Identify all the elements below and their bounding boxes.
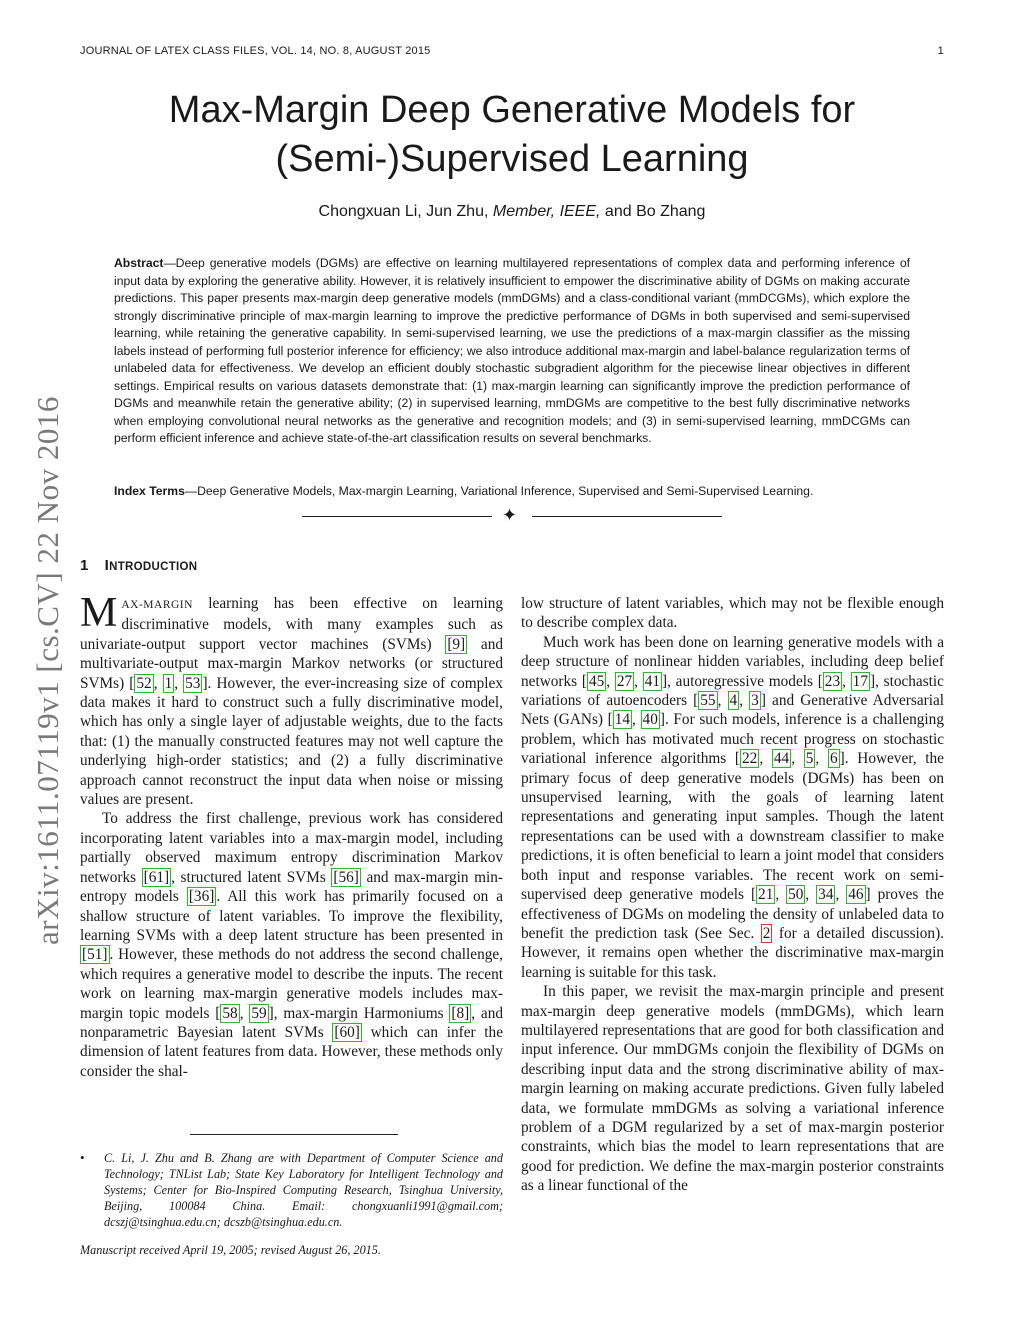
paragraph — [80, 590, 503, 809]
journal-name: JOURNAL OF LATEX CLASS FILES, VOL. 14, NO. 8, AUGUST 2015 — [80, 45, 431, 57]
footnote-bullet: • — [80, 1150, 85, 1165]
citation-link[interactable]: 53 — [185, 674, 201, 692]
section-divider — [302, 507, 722, 527]
citation-link[interactable]: [60] — [334, 1023, 360, 1041]
text-run: , — [606, 672, 615, 690]
citation-link[interactable]: [36] — [188, 888, 215, 906]
text-run: ]. For such models, inference is a challenging problem, which has motivated much recent progress on stochastic variational inference algorithms [ — [521, 711, 944, 768]
paragraph: In this paper, we revisit the max-margin principle and present max-margin deep generative models (mmDGMs), which learn multilayered representations that are good for both classification and input inference. Our mmDGMs conjoin the flexibility of DGMs on describing input data and the strong discriminative ability of max-margin learning on making accurate predictions. Given fully labeled data, we formulate mmDGMs as solving a variational inference problem of a DGM regularized by a set of max-margin posterior constraints, which bias the model to learn representations that are good for prediction. We define the max-margin posterior constraints as a linear functional of the — [521, 983, 944, 1195]
author-last: and Bo Zhang — [604, 203, 706, 220]
citation-link[interactable]: 22 — [742, 750, 758, 768]
smallcaps-lead: AX-MARGIN — [121, 599, 193, 611]
text-run: , and nonparametric Bayesian latent SVMs — [80, 1004, 503, 1041]
citation-link[interactable]: [9] — [447, 635, 466, 653]
text-run: , — [153, 674, 163, 692]
citation-link[interactable]: 50 — [788, 886, 804, 904]
citation-link[interactable]: [56] — [333, 868, 359, 886]
text-run: , — [791, 750, 804, 768]
drop-cap: M — [80, 590, 118, 636]
text-run: , — [805, 886, 817, 904]
text-run: . All this work has primarily focused on a shallow structure of latent variables. To improve the flexibility, learning SVMs with a deep latent structure has been presented in — [80, 888, 503, 944]
index-terms — [114, 483, 910, 500]
citation-link[interactable]: 59 — [251, 1004, 267, 1022]
text-run: and multivariate-output max-margin Markov networks (or structured SVMs) [ — [80, 635, 503, 692]
text-run: , — [815, 750, 828, 768]
citation-link[interactable]: [51] — [82, 946, 108, 964]
title-line-2: (Semi-)Supervised Learning — [275, 138, 749, 180]
text-run: ] proves the effectiveness of DGMs on modeling the density of unlabeled data to benefit the prediction task (See Sec. — [521, 886, 944, 942]
text-run: . However, these methods do not address the second challenge, which requires a generative model to describe the inputs. The recent work on learning max-margin generative models includes max-margin topic models [ — [80, 946, 503, 1022]
footnote-body — [104, 1150, 503, 1230]
section-title-initial: I — [104, 557, 110, 574]
text-run: , — [759, 750, 772, 768]
text-run: which can infer the dimension of latent features from data. However, these methods only consider the shal- — [80, 1023, 503, 1080]
text-run: To address the first challenge, previous work has considered incorporating latent variables into a max-margin model, including partially observed maximum entropy discrimination Markov networks — [80, 810, 503, 886]
abstract-text: —Deep generative models (DGMs) are effective on learning multilayered representations of complex data and performing inference of input data by exploring the generative ability. However, it is relatively insufficient to empower the discriminative ability of DGMs on making accurate predictions. This paper presents max-margin deep generative models (mmDGMs) and a class-conditional variant (mmDCGMs), which explore the strongly discriminative principle of max-margin learning to improve the predictive performance of DGMs in both supervised and semi-supervised learning, while retaining the generative capability. In semi-supervised learning, we use the predictions of a max-margin classifier as the missing labels instead of performing full posterior inference for efficiency; we also introduce additional max-margin and label-balance regularization terms of unlabeled data for effectiveness. We develop an efficient doubly stochastic subgradient algorithm for the piecewise linear objectives in different settings. Empirical results on various datasets demonstrate that: (1) max-margin learning can significantly improve the prediction performance of DGMs and meanwhile retain the generative ability; (2) in supervised learning, mmDGMs are competitive to the best fully discriminative networks when employing convolutional neural networks as the generative and recognition models; and (3) in semi-supervised learning, mmDCGMs can perform efficient inference and achieve state-of-the-art classification results on several benchmarks. — [114, 256, 910, 445]
citation-link[interactable]: 6 — [829, 750, 838, 768]
text-run: , — [634, 672, 643, 690]
section-number: 1 — [80, 557, 89, 574]
citation-link[interactable]: 52 — [136, 674, 152, 692]
page-number: 1 — [937, 45, 944, 57]
citation-link[interactable]: 27 — [616, 672, 633, 690]
body-column-left — [80, 590, 504, 1081]
citation-link[interactable]: 14 — [614, 711, 631, 729]
citation-link[interactable]: 34 — [818, 886, 834, 904]
title-line-1: Max-Margin Deep Generative Models for — [168, 89, 856, 131]
citation-link[interactable]: 23 — [824, 672, 841, 690]
index-terms-text: —Deep Generative Models, Max-margin Learning, Variational Inference, Supervised and Semi-Supervised Learning. — [184, 484, 814, 498]
citation-link[interactable]: 55 — [700, 692, 716, 710]
citation-link[interactable]: 21 — [758, 886, 774, 904]
text-run: ] and Generative Adversarial Nets (GANs) [ — [521, 692, 945, 729]
text-run: ], stochastic variations of autoencoders [ — [521, 672, 944, 710]
citation-link[interactable]: 5 — [805, 750, 814, 768]
citation-link[interactable]: [61] — [143, 868, 170, 886]
citation-link[interactable]: [8] — [451, 1004, 470, 1022]
text-run: Much work has been done on learning generative models with a deep structure of nonlinear hidden variables, including deep belief networks [ — [521, 633, 944, 690]
citation-link[interactable]: 46 — [848, 886, 864, 904]
text-run: ]. However, the primary focus of deep generative models (DGMs) has been on unsupervised learning, with the goals of learning latent representations and generating input samples. Though the latent representations can be used with a downstream classifier to make predictions, it is often beneficial to learn a joint model that considers both input and response variables. The recent work on semi-supervised deep generative models [ — [521, 750, 944, 904]
paper-title — [80, 86, 944, 184]
abstract-label: Abstract — [114, 256, 164, 270]
author-role: Member, IEEE, — [492, 203, 601, 220]
arxiv-stamp: arXiv:1611.07119v1 [cs.CV] 22 Nov 2016 — [30, 396, 65, 945]
running-header — [80, 45, 944, 57]
citation-link[interactable]: 45 — [588, 672, 605, 690]
text-run: , — [739, 692, 750, 710]
text-run: , — [632, 711, 641, 729]
author-names: Chongxuan Li, Jun Zhu, — [318, 203, 489, 220]
footnote — [80, 1150, 503, 1258]
text-run: , — [842, 672, 851, 690]
affiliation-note: C. Li, J. Zhu and B. Zhang are with Department of Computer Science and Technology; TNList Lab; State Key Laboratory for Intelligent Technology and Systems; Center for Bio-Inspired Computing Research, Tsinghua University, Beijing, 100084 China. Email: chongxuanli1991@gmail.com; dcszj@tsinghua.edu.cn; dcszb@tsinghua.edu.cn. — [104, 1151, 503, 1229]
body-column-right — [521, 594, 944, 1196]
paragraph: low structure of latent variables, which may not be flexible enough to describe complex data. — [521, 595, 944, 632]
section-title-rest: NTRODUCTION — [109, 561, 198, 573]
text-run: learning has been effective on learning discriminative models, with many examples such as univariate-output support vector machines (SVMs) — [80, 595, 503, 653]
footnote-rule — [190, 1134, 398, 1135]
citation-link[interactable]: 40 — [642, 711, 658, 729]
text-run: ]. However, the ever-increasing size of complex data makes it hard to construct such a fully discriminative model, which has only a single layer of adjustable weights, due to the facts that: (1) the manually constructed features may not well capture the underlying high-order statistics; and (2) a fully discriminative approach cannot reconstruct the input data when noise or missing values are present. — [80, 674, 503, 809]
section-heading — [80, 557, 197, 574]
citation-link[interactable]: 1 — [164, 674, 173, 692]
text-run: , — [717, 692, 728, 710]
text-run: and max-margin min-entropy models — [80, 868, 504, 906]
citation-link[interactable]: 44 — [773, 750, 790, 768]
divider-rule-left — [302, 516, 492, 517]
paragraph — [80, 809, 503, 1081]
citation-link[interactable]: 41 — [644, 672, 660, 690]
abstract — [114, 255, 910, 448]
citation-link[interactable]: 4 — [729, 692, 738, 710]
divider-rule-right — [532, 516, 722, 517]
citation-link[interactable]: 17 — [852, 672, 868, 690]
citation-link[interactable]: 58 — [222, 1004, 238, 1022]
text-run: , — [174, 674, 184, 692]
text-run: , structured latent SVMs — [171, 868, 332, 886]
text-run: , — [835, 886, 847, 904]
citation-link[interactable]: 3 — [751, 692, 759, 710]
section-link[interactable]: 2 — [762, 924, 771, 942]
divider-star-icon: ✦ — [502, 505, 518, 525]
text-run: for a detailed discussion). However, it remains open whether the discriminative max-margin learning is suitable for this task. — [521, 924, 944, 981]
text-run: ], autoregressive models [ — [661, 672, 823, 690]
index-terms-label: Index Terms — [114, 484, 185, 498]
text-run: ], max-margin Harmoniums — [268, 1004, 450, 1022]
text-run: , — [775, 886, 787, 904]
manuscript-note: Manuscript received April 19, 2005; revised August 26, 2015. — [80, 1243, 381, 1257]
text-run: , — [239, 1004, 250, 1022]
paragraph — [521, 633, 944, 982]
author-list — [80, 203, 944, 221]
